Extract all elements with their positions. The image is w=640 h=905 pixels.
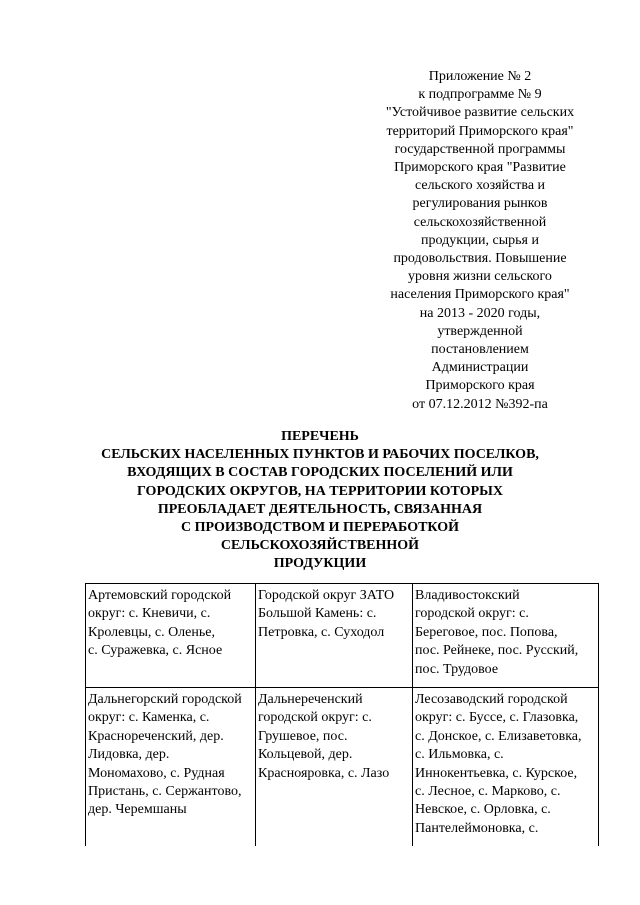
table-cell [256,688,413,847]
title-line: С ПРОИЗВОДСТВОМ И ПЕРЕРАБОТКОЙ [180,520,460,536]
cell-line: Кольцевой, дер. [258,747,353,763]
table-cell [413,584,599,688]
appendix-line: Приложение № 2 [428,69,532,84]
cell-line: Кролевцы, с. Оленье, [88,624,215,640]
cell-line: Городской округ ЗАТО [258,588,395,603]
appendix-line: территорий Приморского края" [386,123,574,139]
appendix-line: "Устойчивое развитие сельских [385,105,575,121]
cell-line: Лидовка, дер. [88,747,170,763]
cell-line: округ: с. Кневичи, с. [88,606,211,622]
cell-line: округ: с. Буссе, с. Глазовка, [415,710,579,726]
appendix-line: Администрации [431,360,529,376]
cell-line: с. Донское, с. Елизаветовка, [415,728,582,744]
cell-line: Дальнегорский городской [88,692,242,708]
title-line: ГОРОДСКИХ ОКРУГОВ, НА ТЕРРИТОРИИ КОТОРЫХ [137,483,503,499]
table-cell [86,584,256,688]
title-line: ВХОДЯЩИХ В СОСТАВ ГОРОДСКИХ ПОСЕЛЕНИЙ ИЛИ [127,465,513,481]
cell-line: пос. Трудовое [415,661,499,677]
cell-line: городской округ: с. [415,606,529,622]
appendix-line: утвержденной [437,323,523,339]
cell-line: с. Ильмовка, с. [415,747,504,763]
cell-line: Дальнереченский [258,692,363,708]
title-line: СЕЛЬСКИХ НАСЕЛЕННЫХ ПУНКТОВ И РАБОЧИХ ПОСЕЛКОВ, [101,447,539,463]
cell-line: Грушевое, пос. [258,728,348,744]
cell-line: Пантелеймоновка, с. [415,820,539,836]
appendix-header [362,68,598,414]
appendix-line: сельскохозяйственной [413,214,547,230]
cell-line: Иннокентьевка, с. Курское, [415,765,578,781]
cell-line: Артемовский городской [88,588,232,603]
title-line: ПЕРЕЧЕНЬ [281,429,359,444]
appendix-line: к подпрограмме № 9 [418,87,542,103]
cell-line: Невское, с. Орловка, с. [415,802,551,818]
cell-line: пос. Рейнеке, пос. Русский, [415,643,579,659]
cell-line: с. Суражевка, с. Ясное [88,643,223,659]
table-row [86,584,599,688]
cell-line: Лесозаводский городской [415,692,568,708]
table-cell [86,688,256,847]
appendix-line: уровня жизни сельского [408,269,552,285]
cell-line: городской округ: с. [258,710,372,726]
table-row [86,688,599,847]
appendix-line: от 07.12.2012 №392-па [412,396,548,412]
cell-line: округ: с. Каменка, с. [88,710,210,726]
cell-line: Большой Камень: с. [258,606,377,622]
appendix-line: регулирования рынков [412,196,548,212]
table-cell [413,688,599,847]
cell-line: Береговое, пос. Попова, [415,624,558,640]
cell-line: дер. Черемшаны [88,802,187,818]
title-line: ПРОДУКЦИИ [273,556,367,572]
cell-line: Краснояровка, с. Лазо [258,765,390,781]
appendix-line: государственной программы [394,141,566,157]
appendix-line: постановлением [431,342,529,358]
appendix-line: на 2013 - 2020 годы, [419,305,541,321]
cell-line: с. Лесное, с. Марково, с. [415,784,561,800]
appendix-line: Приморского края "Развитие [394,160,566,176]
title-line: ПРЕОБЛАДАЕТ ДЕЯТЕЛЬНОСТЬ, СВЯЗАННАЯ [157,501,483,517]
document-title [60,428,580,574]
appendix-line: Приморского края [425,378,535,394]
title-line: СЕЛЬСКОХОЗЯЙСТВЕННОЙ [220,538,420,554]
cell-line: Краснореченский, дер. [88,728,224,744]
appendix-line: сельского хозяйства и [414,178,546,194]
cell-line: Пристань, с. Сержантово, [88,784,242,800]
appendix-line: населения Приморского края" [390,287,570,303]
cell-line: Петровка, с. Суходол [258,624,385,640]
cell-line: Владивостокский [415,588,520,603]
table-cell [256,584,413,688]
appendix-line: продовольствия. Повышение [393,251,567,267]
appendix-line: продукции, сырья и [421,232,539,248]
cell-line: Мономахово, с. Рудная [88,765,225,781]
settlements-table [85,583,599,846]
